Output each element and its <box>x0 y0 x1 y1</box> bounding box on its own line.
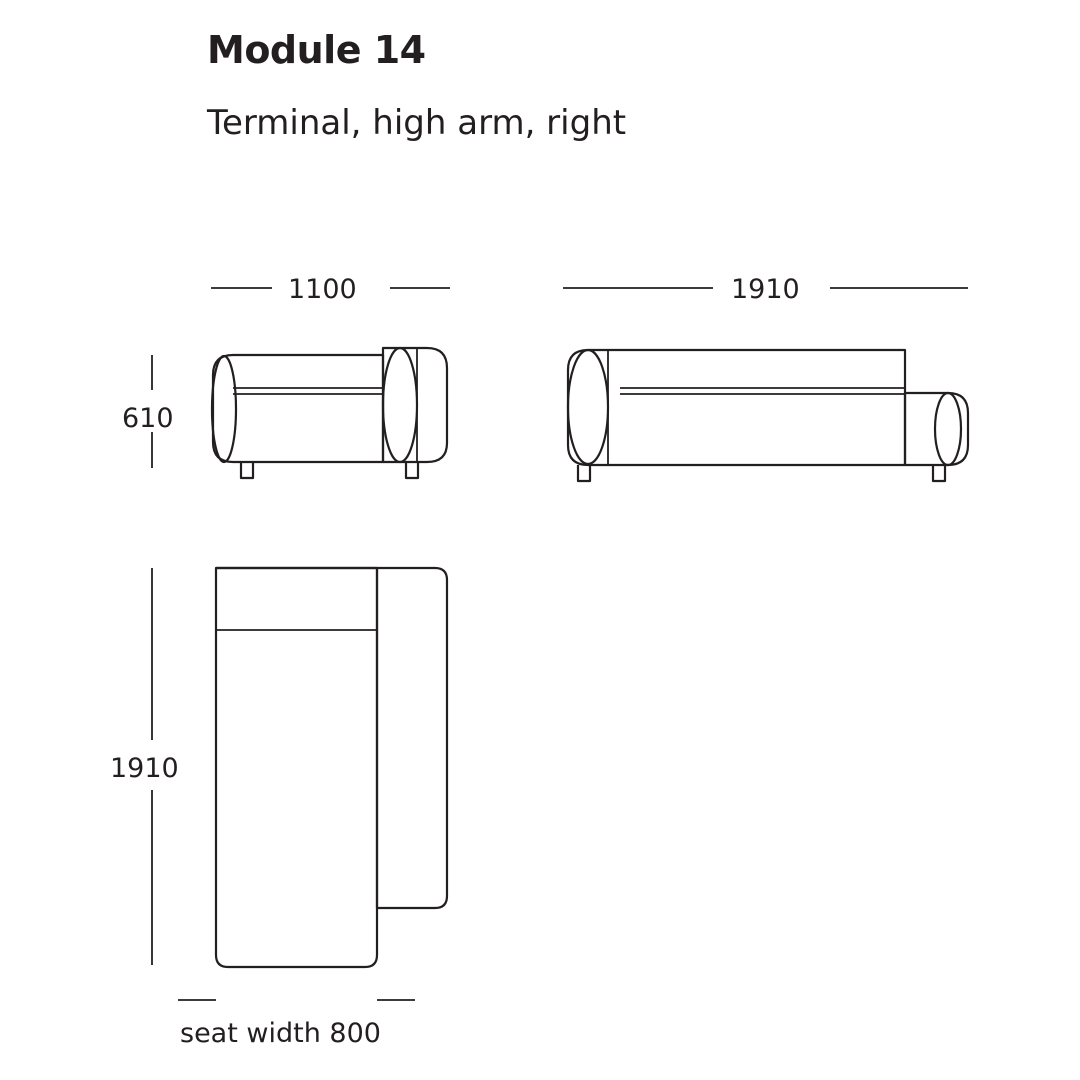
page-title: Module 14 <box>207 28 426 72</box>
dim-label-front-width: 1100 <box>288 274 357 305</box>
plan-view <box>216 568 447 967</box>
seat-width-caption: seat width 800 <box>180 1018 381 1049</box>
dim-label-plan-depth: 1910 <box>110 753 179 784</box>
page-subtitle: Terminal, high arm, right <box>207 103 627 143</box>
dim-label-height: 610 <box>122 403 174 434</box>
side-elevation-view <box>568 350 968 481</box>
front-elevation-view <box>212 348 447 478</box>
dim-label-side-width: 1910 <box>731 274 800 305</box>
